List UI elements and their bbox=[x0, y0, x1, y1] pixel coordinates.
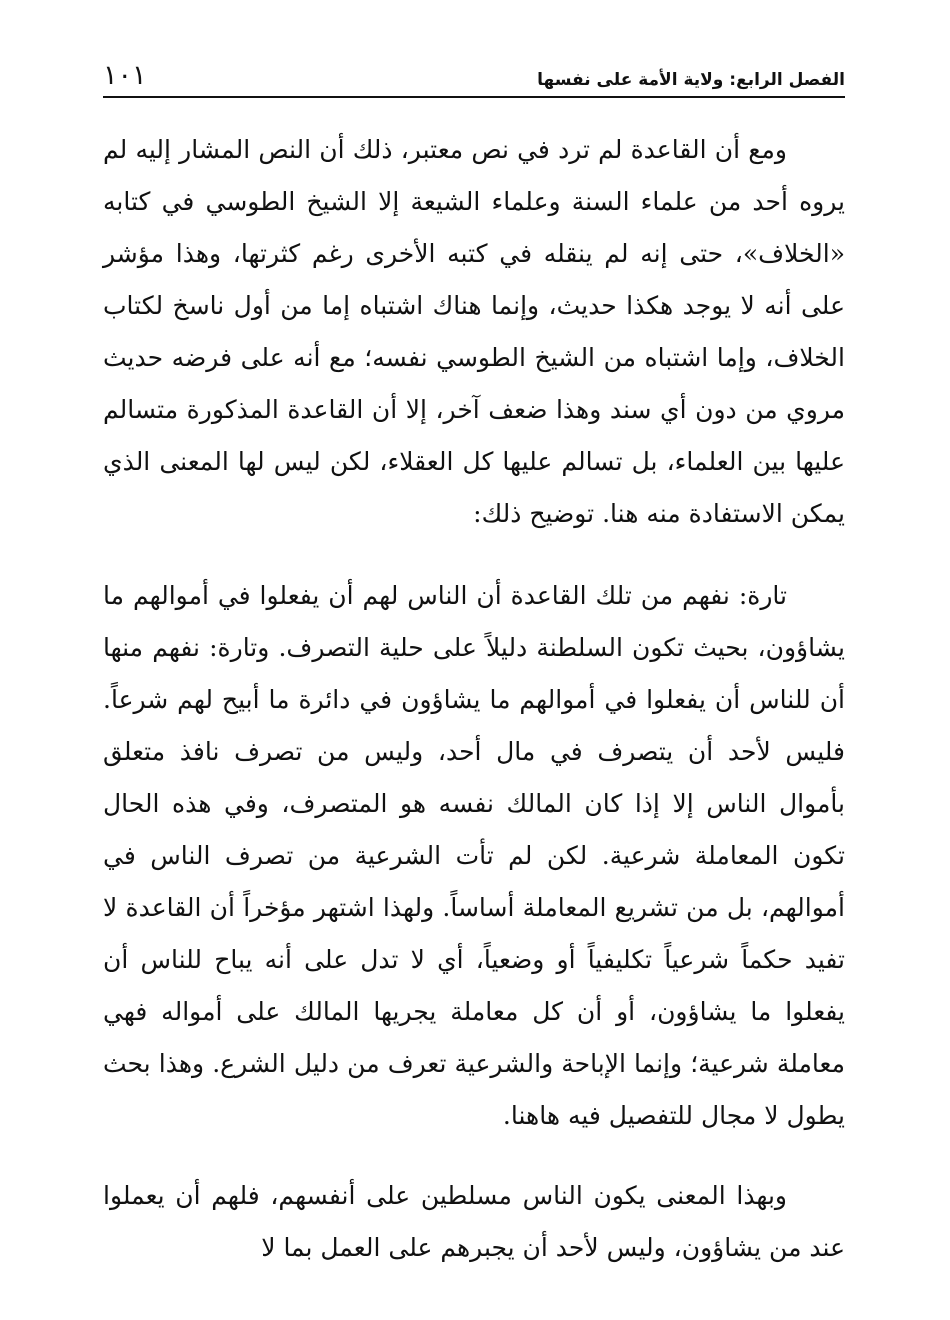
chapter-title: الفصل الرابع: ولاية الأمة على نفسها bbox=[537, 70, 845, 90]
header-divider bbox=[103, 96, 845, 98]
paragraph-1: ومع أن القاعدة لم ترد في نص معتبر، ذلك أن النص المشار إليه لم يروه أحد من علماء السنة وعلماء الشيعة إلا الشيخ الطوسي في كتابه «الخلاف»، حتى إنه لم ينقله في كتبه الأخرى رغم كثرتها، وهذا مؤشر على أنه لا يوجد هكذا حديث، وإنما هناك اشتباه إما من أول ناسخ لكتاب الخلاف، وإما اشتباه من الشيخ الطوسي نفسه؛ مع أنه على فرضه حديث مروي من دون أي سند وهذا ضعف آخر، إلا أن القاعدة المذكورة متسالم عليها بين العلماء، بل تسالم عليها كل العقلاء، لكن ليس لها المعنى الذي يمكن الاستفادة منه هنا. توضيح ذلك: bbox=[103, 135, 845, 528]
paragraph-2: تارة: نفهم من تلك القاعدة أن الناس لهم أن يفعلوا في أموالهم ما يشاؤون، بحيث تكون السلطنة دليلاً على حلية التصرف. وتارة: نفهم منها أن للناس أن يفعلوا في أموالهم ما يشاؤون في دائرة ما أبيح لهم شرعاً. فليس لأحد أن يتصرف في مال أحد، وليس من تصرف نافذ متعلق بأموال الناس إلا إذا كان المالك نفسه هو المتصرف، وفي هذه الحال تكون المعاملة شرعية. لكن لم تأت الشرعية من تصرف الناس في أموالهم، بل من تشريع المعاملة أساساً. ولهذا اشتهر مؤخراً أن القاعدة لا تفيد حكماً شرعياً تكليفياً أو وضعياً، أي لا تدل على أنه يباح للناس أن يفعلوا ما يشاؤون، أو أن كل معاملة يجريها المالك على أمواله فهي معاملة شرعية؛ وإنما الإباحة والشرعية تعرف من دليل الشرع. وهذا بحث يطول لا مجال للتفصيل فيه هاهنا. bbox=[103, 581, 845, 1130]
page-body bbox=[103, 124, 845, 1274]
page-number: ١٠١ bbox=[103, 60, 147, 91]
page-header bbox=[103, 58, 845, 98]
paragraph-3: وبهذا المعنى يكون الناس مسلطين على أنفسهم، فلهم أن يعملوا عند من يشاؤون، وليس لأحد أن يجبرهم على العمل بما لا bbox=[103, 1181, 845, 1262]
